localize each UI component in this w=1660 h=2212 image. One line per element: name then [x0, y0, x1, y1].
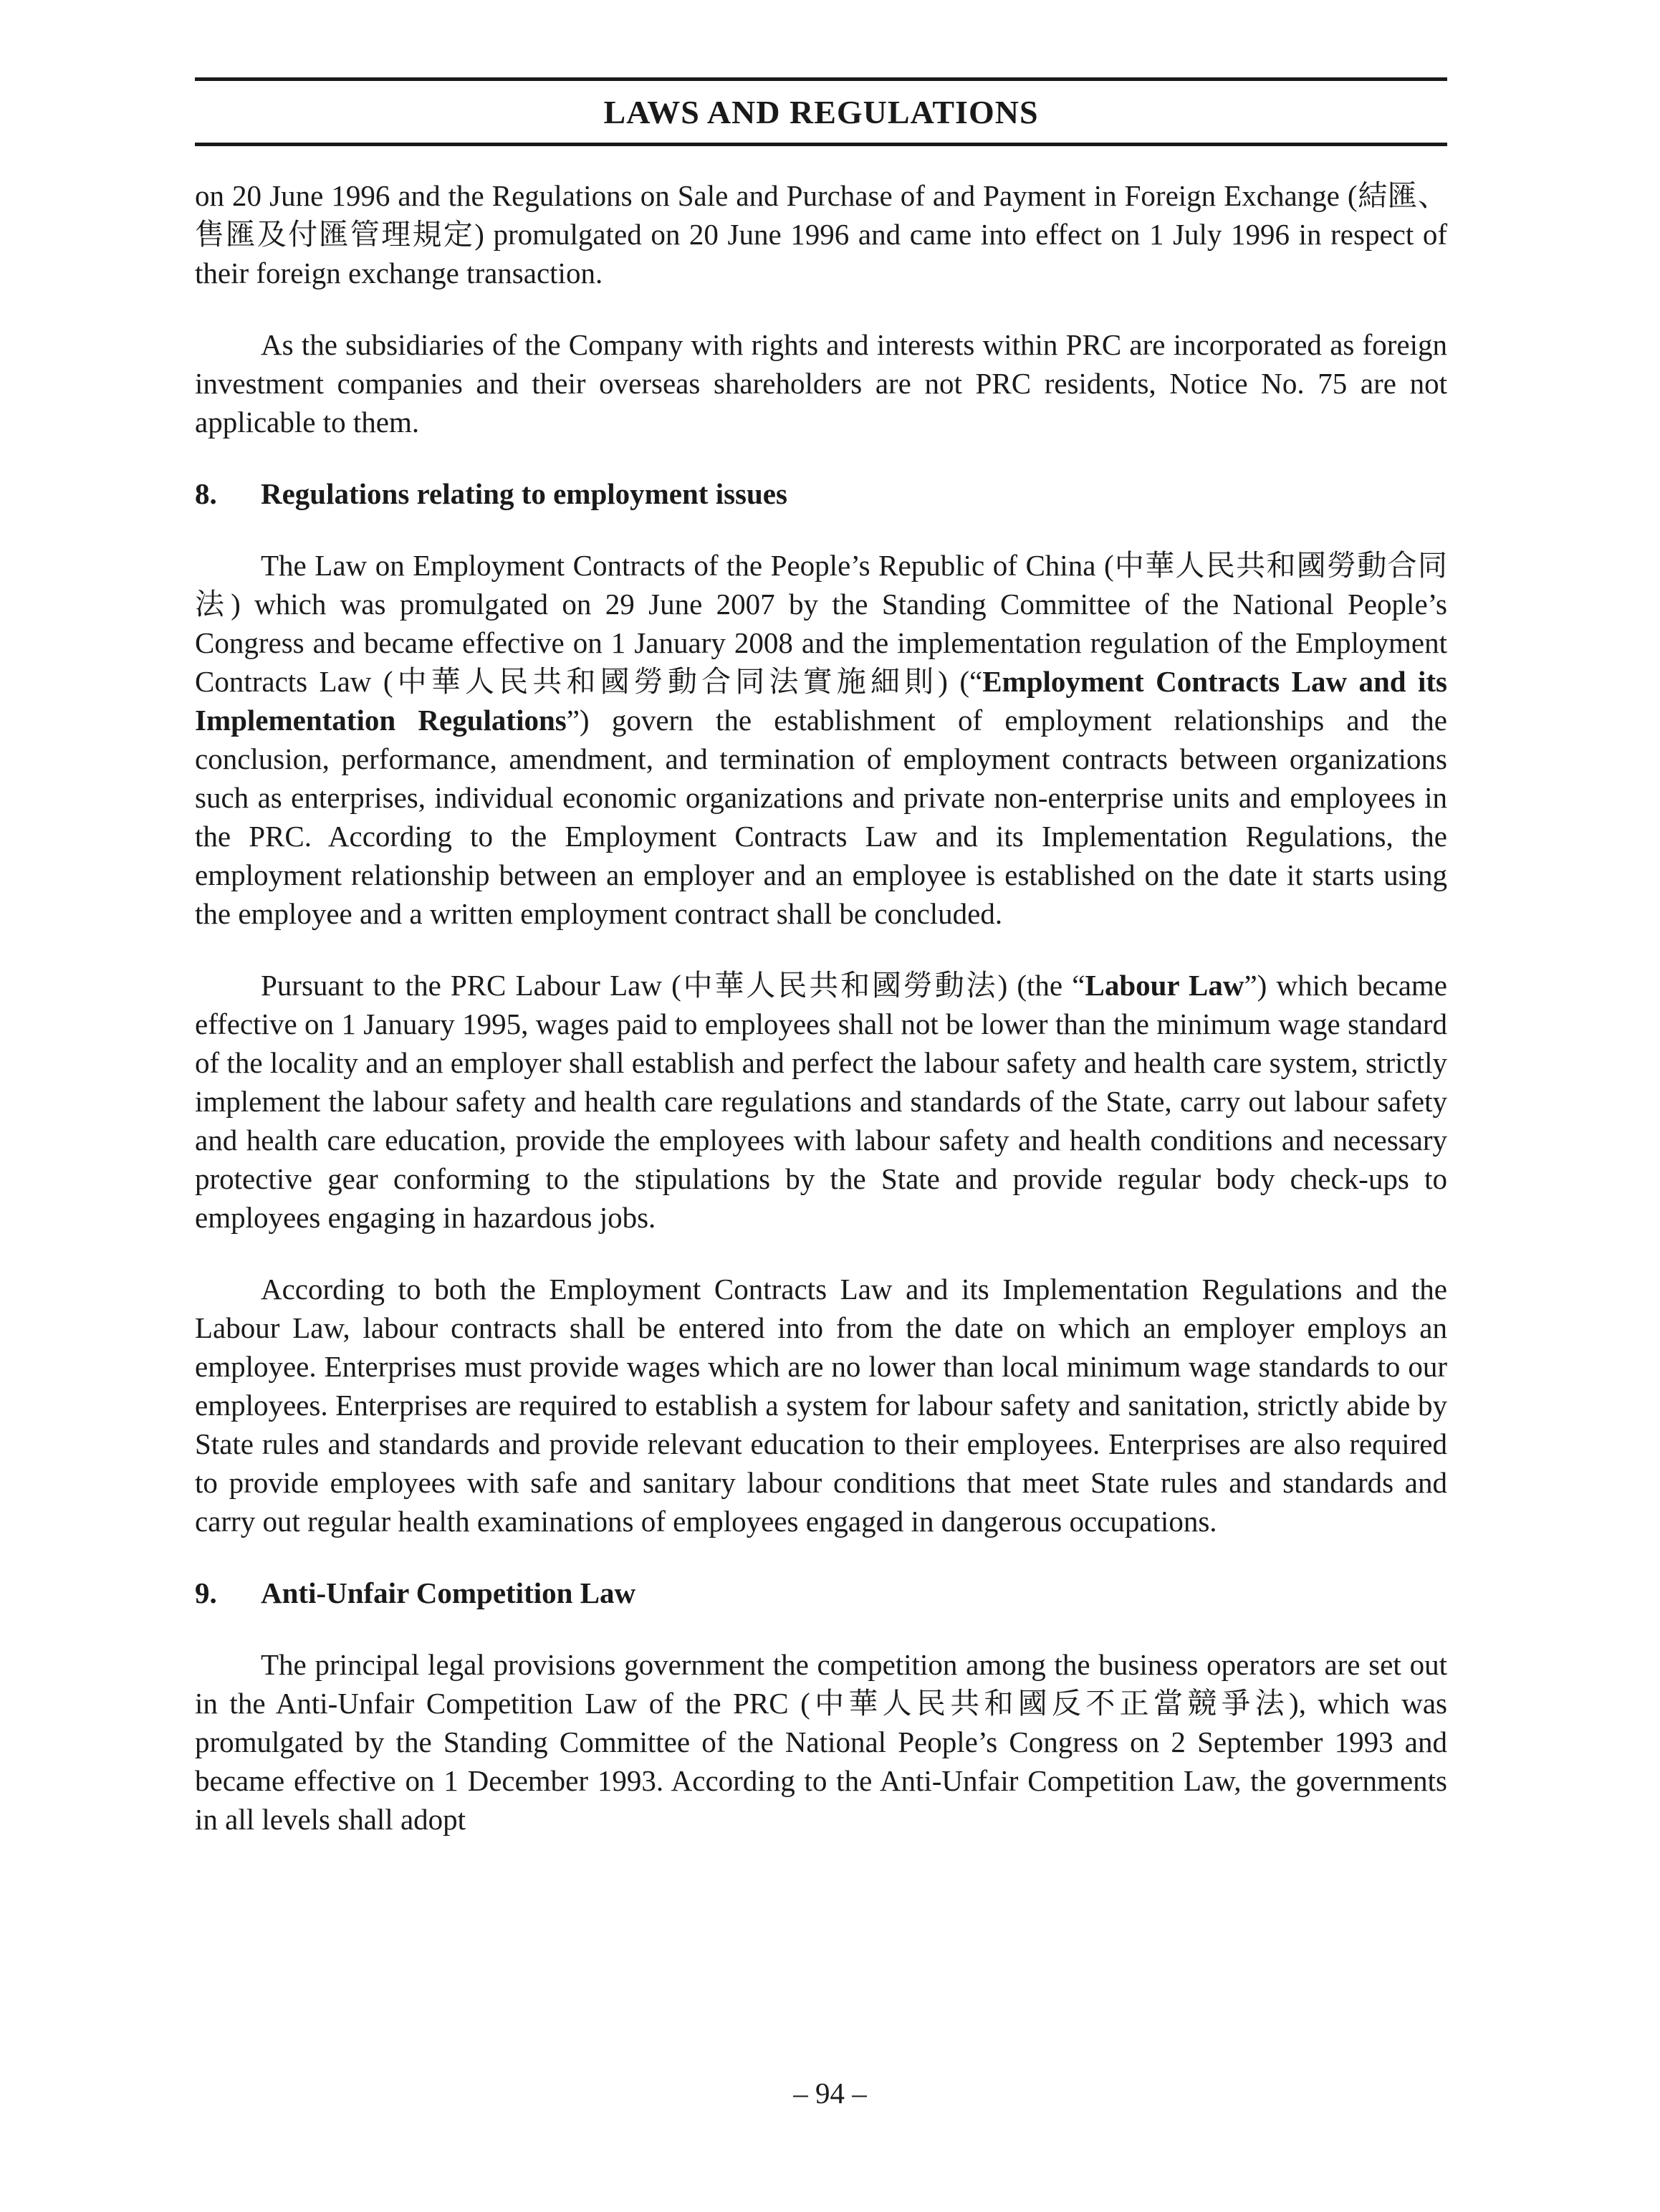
section-title: Anti-Unfair Competition Law	[261, 1576, 636, 1609]
paragraph-employment-contracts	[195, 546, 1447, 933]
paragraph-text: The Law on Employment Contracts of the People’s Republic of China (中華人民共和國勞動合同法) which was promulgated on 29 June 2007 by the Standing Committee of the National People’s Congress and became effective on 1 January 2008 and the implementation regulation of the Employment Contracts Law (中華人民共和國勞動合同法實施細則) (“	[195, 549, 1447, 698]
paragraph-labour-contracts: According to both the Employment Contracts Law and its Implementation Regulations and the Labour Law, labour contracts shall be entered into from the date on which an employer employs an employee. Enterprises must provide wages which are no lower than local minimum wage standards to our employees. Enterprises are required to establish a system for labour safety and sanitation, strictly abide by State rules and standards and provide relevant education to their employees. Enterprises are also required to provide employees with safe and sanitary labour conditions that meet State rules and standards and carry out regular health examinations of employees engaged in dangerous occupations.	[195, 1273, 1447, 1538]
header-top-rule	[195, 77, 1447, 81]
section-number: 8.	[195, 477, 217, 510]
defined-term: Employment Contracts Law and its Implementation Regulations	[195, 665, 1447, 737]
paragraph-anti-unfair-competition: The principal legal provisions government the competition among the business operators are set out in the Anti-Unfair Competition Law of the PRC (中華人民共和國反不正當競爭法), which was promulgated by the Standing Committee of the National People’s Congress on 2 September 1993 and became effective on 1 December 1993. According to the Anti-Unfair Competition Law, the governments in all levels shall adopt	[195, 1648, 1447, 1836]
document-page	[195, 77, 1447, 1872]
section-heading-9	[195, 1574, 1447, 1612]
section-number: 9.	[195, 1576, 217, 1609]
paragraph-text: Pursuant to the PRC Labour Law (中華人民共和國勞動法) (the “	[261, 969, 1085, 1002]
paragraph-continuation: on 20 June 1996 and the Regulations on Sale and Purchase of and Payment in Foreign Exchange (結匯、售匯及付匯管理規定) promulgated on 20 June 1996 and came into effect on 1 July 1996 in respect of their foreign exchange transaction.	[195, 179, 1447, 289]
defined-term: Labour Law	[1085, 969, 1244, 1002]
document-body	[195, 176, 1447, 1839]
page-number: – 94 –	[793, 2077, 867, 2110]
header-bottom-rule	[195, 143, 1447, 146]
paragraph-labour-law	[195, 966, 1447, 1237]
paragraph-text: ”) govern the establishment of employment relationships and the conclusion, performance, amendment, and termination of employment contracts between organizations such as enterprises, individual economic organizations and private non-enterprise units and employees in the PRC. According to the Employment Contracts Law and its Implementation Regulations, the employment relationship between an employer and an employee is established on the date it starts using the employee and a written employment contract shall be concluded.	[195, 704, 1447, 930]
paragraph-notice-75: As the subsidiaries of the Company with rights and interests within PRC are incorporated as foreign investment companies and their overseas shareholders are not PRC residents, Notice No. 75 are not applicable to them.	[195, 328, 1447, 439]
section-title: Regulations relating to employment issues	[261, 477, 787, 510]
section-heading-8	[195, 474, 1447, 513]
page-header-title: LAWS AND REGULATIONS	[603, 94, 1039, 130]
paragraph-text: ”) which became effective on 1 January 1995, wages paid to employees shall not be lower than the minimum wage standard of the locality and an employer shall establish and perfect the labour safety and health care system, strictly implement the labour safety and health care regulations and standards of the State, carry out labour safety and health care education, provide the employees with labour safety and health conditions and necessary protective gear conforming to the stipulations by the State and provide regular body check-ups to employees engaging in hazardous jobs.	[195, 969, 1448, 1234]
